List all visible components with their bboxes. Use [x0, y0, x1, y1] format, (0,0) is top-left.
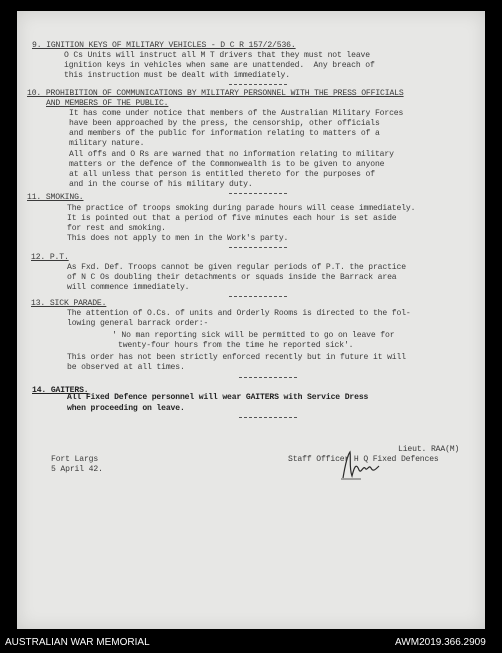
section-10-line: All offs and O Rs are warned that no information relating to military — [69, 150, 394, 159]
separator — [229, 296, 287, 297]
section-9-line: ignition keys in vehicles when same are unattended. Any breach of — [64, 61, 375, 70]
section-10-line: matters or the defence of the Commonwealth is to be given to anyone — [69, 160, 385, 169]
section-13-line: This order has not been strictly enforced recently but in future it will — [67, 353, 406, 362]
date: 5 April 42. — [51, 465, 103, 474]
section-13-line: be observed at all times. — [67, 363, 185, 372]
separator — [239, 417, 297, 418]
section-11-heading: 11. SMOKING. — [27, 193, 84, 202]
section-13-heading: 13. SICK PARADE. — [31, 299, 107, 308]
section-10-line: have been approached by the press, the censorship, other officials — [69, 119, 380, 128]
section-9-line: this instruction must be dealt with immediately. — [64, 71, 290, 80]
section-9-line: O Cs Units will instruct all M T drivers that they must not leave — [64, 51, 370, 60]
section-12-line: of N C Os doubling their detachments or squads inside the Barrack area — [67, 273, 397, 282]
section-10-line: and members of the public for information relating to matters of a — [69, 129, 380, 138]
section-10-line: and in the course of his military duty. — [69, 180, 253, 189]
section-13-line: The attention of O.Cs. of units and Orderly Rooms is directed to the fol- — [67, 309, 411, 318]
section-10-line: military nature. — [69, 139, 145, 148]
section-12-line: As Fxd. Def. Troops cannot be given regular periods of P.T. the practice — [67, 263, 406, 272]
section-9-heading: 9. IGNITION KEYS OF MILITARY VEHICLES - D C R 157/2/536. — [32, 41, 296, 50]
section-10-heading: 10. PROHIBITION OF COMMUNICATIONS BY MILITARY PERSONNEL WITH THE PRESS OFFICIALS — [27, 89, 404, 98]
signatory-rank: Lieut. RAA(M) — [398, 445, 460, 454]
section-14-line: All Fixed Defence personnel will wear GAITERS with Service Dress — [67, 393, 369, 402]
separator — [239, 377, 297, 378]
section-13-quote: twenty-four hours from the time he reported sick'. — [118, 341, 354, 350]
section-11-line: It is pointed out that a period of five minutes each hour is set aside — [67, 214, 397, 223]
separator — [229, 84, 287, 85]
footer-accession-number: AWM2019.366.2909 — [395, 637, 486, 648]
signatory-appointment: Staff Officer H Q Fixed Defences — [288, 455, 439, 464]
section-13-quote: ' No man reporting sick will be permitted to go on leave for — [112, 331, 395, 340]
place: Fort Largs — [51, 455, 99, 464]
footer-source: AUSTRALIAN WAR MEMORIAL — [5, 637, 150, 648]
document-page — [17, 11, 485, 629]
section-12-line: will commence immediately. — [67, 283, 190, 292]
section-14-line: when proceeding on leave. — [67, 404, 185, 413]
handwritten-signature — [335, 448, 381, 484]
separator — [229, 193, 287, 194]
footer-bar — [0, 635, 502, 653]
section-12-heading: 12. P.T. — [31, 253, 69, 262]
section-14-heading: 14. GAITERS. — [32, 386, 89, 395]
separator — [229, 247, 287, 248]
section-11-line: The practice of troops smoking during parade hours will cease immediately. — [67, 204, 416, 213]
section-10-line: It has come under notice that members of the Australian Military Forces — [69, 109, 404, 118]
section-10-line: at all unless that person is entitled thereto for the purposes of — [69, 170, 375, 179]
section-10-heading-cont: AND MEMBERS OF THE PUBLIC. — [46, 99, 169, 108]
section-11-line: This does not apply to men in the Work's party. — [67, 234, 289, 243]
section-13-line: lowing general barrack order:- — [67, 319, 209, 328]
section-11-line: for rest and smoking. — [67, 224, 166, 233]
